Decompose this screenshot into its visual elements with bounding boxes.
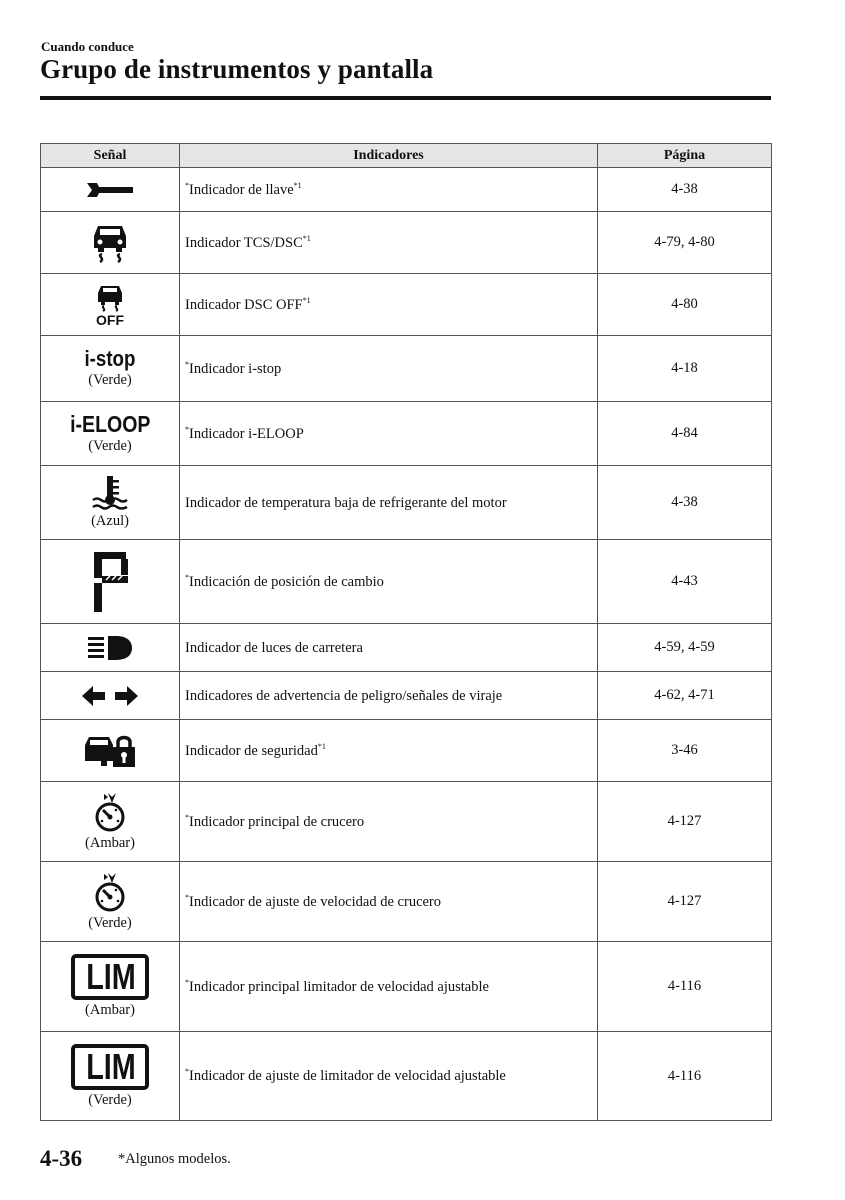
page-number: 4-36: [40, 1146, 83, 1171]
table-row: [41, 402, 772, 466]
table-header-row: [41, 144, 772, 168]
lim-main-icon: [71, 954, 149, 1000]
page-reference: 4-18: [598, 336, 772, 402]
cruise-set-icon: [90, 871, 130, 913]
table-row: [41, 212, 772, 274]
table-row: [41, 942, 772, 1032]
signal-cell: [41, 672, 180, 720]
signal-cell: [41, 274, 180, 336]
table-row: [41, 1032, 772, 1121]
indicator-text: *Indicador i-stop: [180, 336, 598, 402]
cruise-main-icon: [90, 791, 130, 833]
tcs-dsc-car-skid-icon: [90, 222, 130, 264]
indicator-text: Indicador de seguridad$^{*1}$: [180, 720, 598, 782]
page-reference: 3-46: [598, 720, 772, 782]
signal-cell: [41, 212, 180, 274]
indicator-text: Indicadores de advertencia de peligro/señales de viraje: [180, 672, 598, 720]
table-row: [41, 466, 772, 540]
turn-signal-arrows-icon: [81, 685, 139, 707]
indicator-text: *Indicador de llave$^{*1}$: [180, 168, 598, 212]
column-header-signal: Señal: [41, 144, 180, 168]
security-car-lock-icon: [83, 733, 137, 769]
lim-label: LIM: [86, 1045, 136, 1087]
indicator-text: *Indicador de ajuste de limitador de velocidad ajustable: [180, 1032, 598, 1121]
indicator-text: Indicador TCS/DSC$^{*1}$: [180, 212, 598, 274]
table-row: [41, 862, 772, 942]
color-caption: (Verde): [88, 372, 132, 388]
signal-cell: [41, 1032, 180, 1121]
signal-cell: [41, 540, 180, 624]
signal-cell: [41, 466, 180, 540]
page-reference: 4-62, 4-71: [598, 672, 772, 720]
color-caption: (Verde): [88, 1091, 132, 1108]
high-beam-icon: [86, 635, 134, 661]
color-caption: (Verde): [88, 437, 132, 454]
page-reference: 4-127: [598, 782, 772, 862]
wrench-icon: [85, 180, 135, 200]
page-reference: 4-84: [598, 402, 772, 466]
signal-cell: [41, 720, 180, 782]
color-caption: (Ambar): [85, 1002, 135, 1018]
indicator-text: *Indicador principal de crucero: [180, 782, 598, 862]
table-row: [41, 274, 772, 336]
page-title: Grupo de instrumentos y pantalla: [40, 54, 434, 84]
signal-cell: [41, 782, 180, 862]
indicator-text: Indicador de temperatura baja de refrigerante del motor: [180, 466, 598, 540]
indicator-text: *Indicador principal limitador de velocidad ajustable: [180, 942, 598, 1032]
color-caption: (Ambar): [85, 835, 135, 851]
signal-cell: [41, 168, 180, 212]
page-reference: 4-80: [598, 274, 772, 336]
shift-position-p-icon: [88, 550, 132, 614]
page-reference: 4-79, 4-80: [598, 212, 772, 274]
lim-label: LIM: [86, 956, 136, 997]
coolant-temperature-icon: [90, 475, 130, 511]
table-row: [41, 720, 772, 782]
column-header-page: Página: [598, 144, 772, 168]
i-stop-icon: i-stop: [84, 346, 136, 371]
table-row: [41, 168, 772, 212]
page-reference: 4-38: [598, 168, 772, 212]
i-eloop-icon: i-ELOOP: [69, 410, 151, 437]
page-reference: 4-127: [598, 862, 772, 942]
lim-set-icon: [71, 1044, 149, 1090]
title-rule: [40, 96, 771, 100]
color-caption: (Verde): [88, 915, 132, 931]
signal-cell: [41, 402, 180, 466]
indicator-text: *Indicador i-ELOOP: [180, 402, 598, 466]
color-caption: (Azul): [91, 513, 129, 529]
page-reference: 4-38: [598, 466, 772, 540]
page-reference: 4-116: [598, 1032, 772, 1121]
dsc-off-icon: [88, 284, 132, 326]
indicator-text: Indicador de luces de carretera: [180, 624, 598, 672]
table-row: [41, 540, 772, 624]
indicator-table: [40, 143, 772, 1121]
indicator-text: *Indicador de ajuste de velocidad de crucero: [180, 862, 598, 942]
column-header-indicators: Indicadores: [180, 144, 598, 168]
signal-cell: [41, 624, 180, 672]
signal-cell: [41, 336, 180, 402]
page-reference: 4-59, 4-59: [598, 624, 772, 672]
table-row: [41, 672, 772, 720]
page-reference: 4-43: [598, 540, 772, 624]
section-label: Cuando conduce: [41, 39, 134, 54]
off-label: OFF: [96, 311, 124, 326]
table-row: [41, 624, 772, 672]
table-row: [41, 336, 772, 402]
indicator-text: *Indicación de posición de cambio: [180, 540, 598, 624]
signal-cell: [41, 862, 180, 942]
footnote: *Algunos modelos.: [118, 1151, 231, 1167]
signal-cell: [41, 942, 180, 1032]
indicator-text: Indicador DSC OFF$^{*1}$: [180, 274, 598, 336]
page-reference: 4-116: [598, 942, 772, 1032]
table-row: [41, 782, 772, 862]
